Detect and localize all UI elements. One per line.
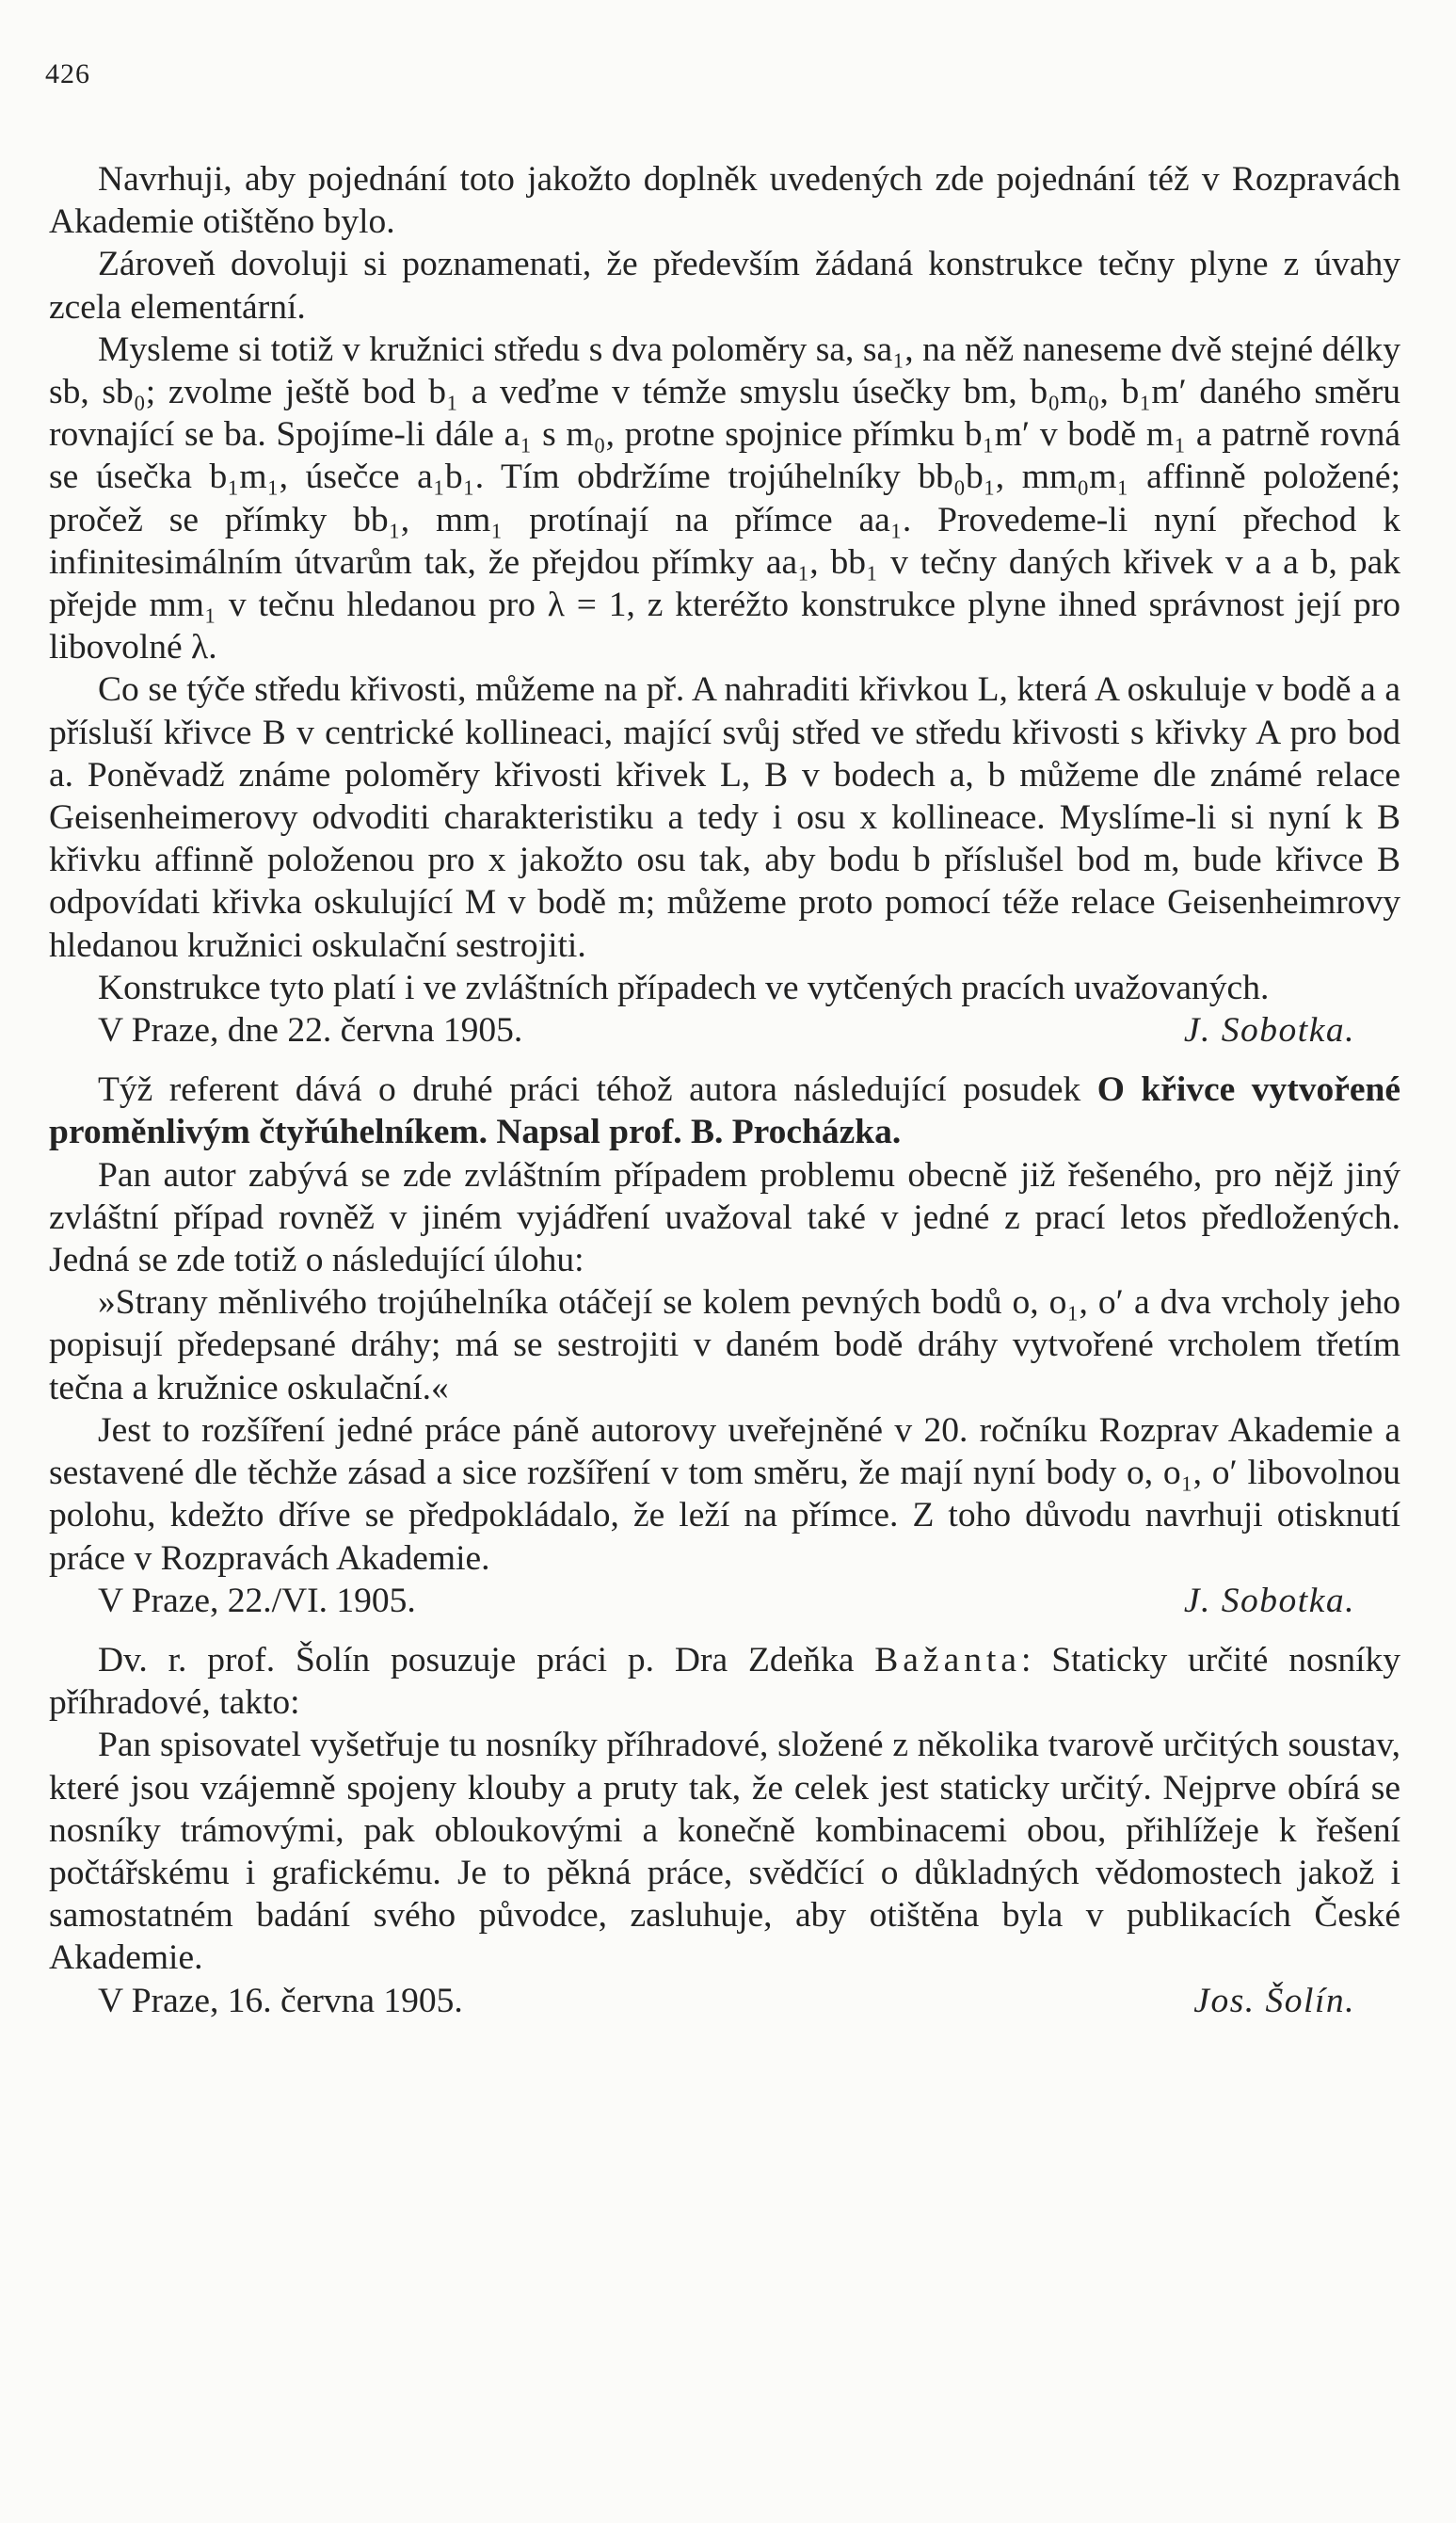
place-date: V Praze, 16. června 1905. <box>98 1981 463 2020</box>
review-intro: Týž referent dává o druhé práci téhož autora následující posudek O křivce vytvořené proměnlivým čtyřúhelníkem. Napsal prof. B. Procházka. <box>49 1070 1401 1152</box>
review-title: O křivce vytvořené proměnlivým čtyřúhelníkem. Napsal prof. B. Procházka. <box>49 1070 1401 1152</box>
signature-line <box>49 1580 1400 1622</box>
place-date: V Praze, 22./VI. 1905. <box>98 1581 416 1620</box>
paragraph: Pan autor zabývá se zde zvláštním případem problemu obecně již řešeného, pro nějž jiný zvláštní případ rovněž v jiném vyjádření uvažoval také v jedné z prací letos předložených. Jedná se zde totiž o následující úlohu: <box>49 1155 1400 1280</box>
paragraph: Navrhuji, aby pojednání toto jakožto doplněk uvedených zde pojednání též v Rozpravách Akademie otištěno bylo. <box>49 160 1400 242</box>
place-date: V Praze, dne 22. června 1905. <box>98 1011 523 1051</box>
paragraph: Zároveň dovoluji si poznamenati, že především žádaná konstrukce tečny plyne z úvahy zcela elementární. <box>49 245 1400 327</box>
paragraph: Konstrukce tyto platí i ve zvláštních případech ve vytčených pracích uvažovaných. <box>98 968 1270 1007</box>
signature-name: Jos. Šolín. <box>1193 1981 1355 2020</box>
body-text <box>49 158 1400 2022</box>
author-name: Bažanta <box>874 1640 1022 1679</box>
signature-line <box>49 1009 1400 1052</box>
paragraph: Jest to rozšíření jedné práce páně autorovy uveřejněné v 20. ročníku Rozprav Akademie a sestavené dle těchže zásad a sice rozšíření v tom směru, že mají nyní body o, o₁, o′ libovolnou polohu, kdežto dříve se předpokládalo, že leží na přímce. Z toho důvodu navrhuji otisknutí práce v Rozpravách Akademie. <box>49 1410 1400 1578</box>
paragraph: Mysleme si totiž v kružnici středu s dva poloměry sa, sa₁, na něž naneseme dvě stejné délky sb, sb₀; zvolme ještě bod b₁ a veďme v témže smyslu úsečky bm, b₀m₀, b₁m′ daného směru rovnající se ba. Spojíme-li dále a₁ s m₀, protne spojnice přímku b₁m′ v bodě m₁ a patrně rovná se úsečka b₁m₁, úsečce a₁b₁. Tím obdržíme trojúhelníky bb₀b₁, mm₀m₁ affinně položené; pročež se přímky bb₁, mm₁ protínají na přímce aa₁. Provedeme-li nyní přechod k infinitesimálním útvarům tak, že přejdou přímky aa₁, bb₁ v tečny daných křivek v a a b, pak přejde mm₁ v tečnu hledanou pro λ = 1, z kteréžto konstrukce plyne ihned správnost její pro libovolné λ. <box>49 329 1400 667</box>
signature-name: J. Sobotka. <box>1183 1581 1355 1620</box>
paragraph: Co se týče středu křivosti, můžeme na př. A nahraditi křivkou L, která A oskuluje v bodě a a přísluší křivce B v centrické kollineaci, mající svůj střed ve středu křivosti s křivky A pro bod a. Poněvadž známe poloměry křivosti křivek L, B v bodech a, b můžeme dle známé relace Geisenheimerovy odvoditi charakteristiku a tedy i osu x kollineace. Myslíme-li si nyní k B křivku affinně položenou pro x jakožto osu tak, aby bodu b příslušel bod m, bude křivce B odpovídati křivka oskulující M v bodě m; můžeme proto pomocí téže relace Geisenheimrovy hledanou kružnici oskulační sestrojiti. <box>49 670 1400 965</box>
signature-line <box>49 1980 1400 2022</box>
paragraph: Pan spisovatel vyšetřuje tu nosníky příhradové, složené z několika tvarově určitých soustav, které jsou vzájemně spojeny klouby a pruty tak, že celek jest staticky určitý. Nejprve obírá se nosníky trámovými, pak obloukovými a konečně kombinacemi obou, přihlížeje k řešení počtářskému i grafickému. Je to pěkná práce, svědčící o důkladných vědomostech jakož i samostatném badání svého původce, zasluhuje, aby otištěna byla v publikacích České Akademie. <box>49 1726 1400 1978</box>
signature-name: J. Sobotka. <box>1183 1011 1355 1051</box>
page-number: 426 <box>45 58 90 89</box>
review-intro: Dv. r. prof. Šolín posuzuje práci p. Dra Zdeňka Bažanta: Staticky určité nosníky příhradové, takto: <box>49 1640 1401 1723</box>
paragraph: »Strany měnlivého trojúhelníka otáčejí se kolem pevných bodů o, o₁, o′ a dva vrcholy jeho popisují předepsané dráhy; má se sestrojiti v daném bodě dráhy vytvořené vrcholem třetím tečna a kružnice oskulační.« <box>49 1283 1400 1407</box>
